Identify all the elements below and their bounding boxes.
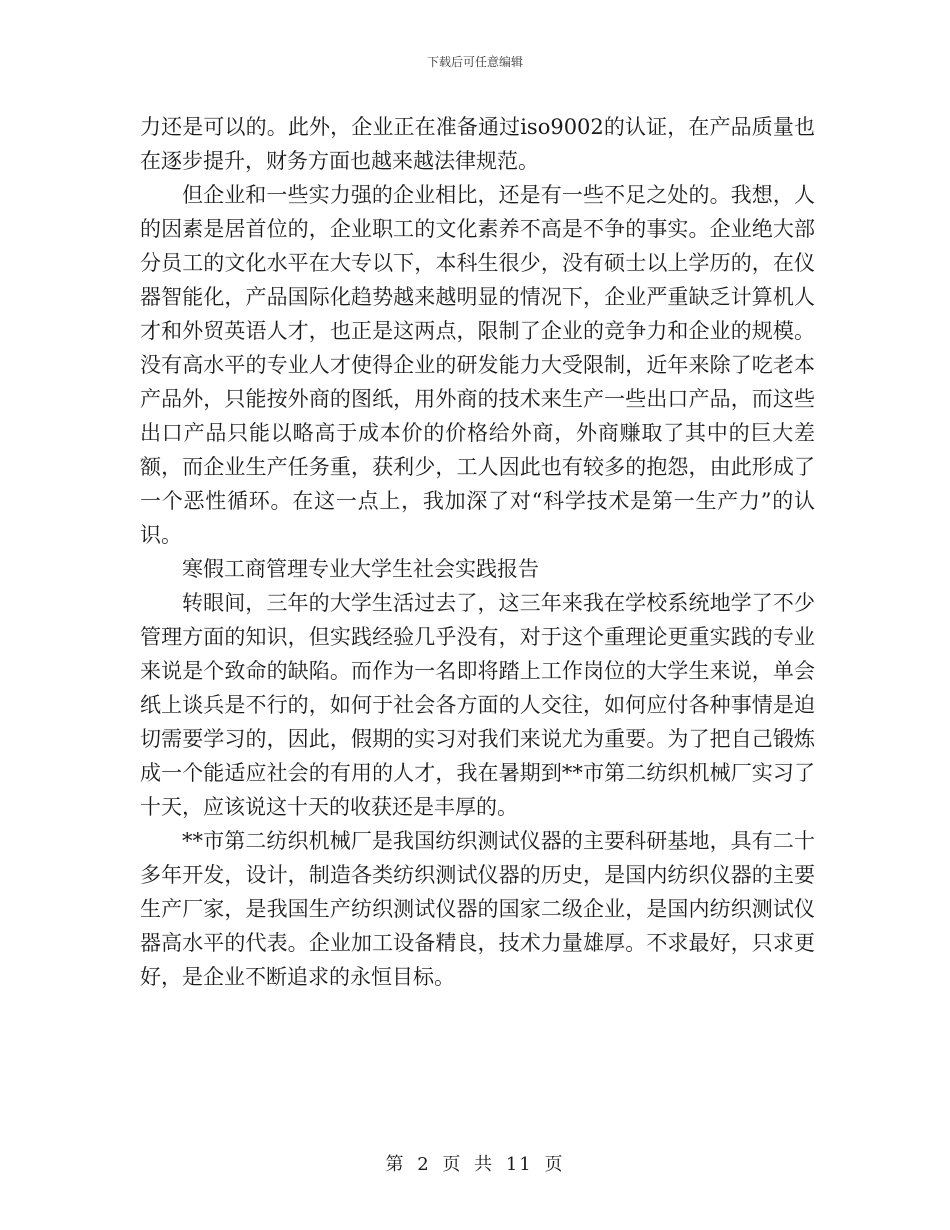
page-number-footer: 第 2 页 共 11 页 <box>385 1154 565 1175</box>
page-header-note: 下载后可任意编辑 <box>426 55 523 69</box>
section-title: 寒假工商管理专业大学生社会实践报告 <box>182 557 539 581</box>
paragraph-company-profile: **市第二纺织机械厂是我国纺织测试仪器的主要科研基地，具有二十多年开发，设计，制造各类纺织测试仪器的历史，是国内纺织仪器的主要生产厂家，是我国生产纺织测试仪器的国家二级企业，是国内纺织测试仪器高水平的代表。企业加工设备精良，技术力量雄厚。不求最好，只求更好，是企业不断追求的永恒目标。 <box>140 829 815 989</box>
paragraph-continuation: 力还是可以的。此外，企业正在准备通过iso9002的认证，在产品质量也在逐步提升，财务方面也越来越法律规范。 <box>140 115 815 173</box>
paragraph-introduction: 转眼间，三年的大学生活过去了，这三年来我在学校系统地学了不少管理方面的知识，但实践经验几乎没有，对于这个重理论更重实践的专业来说是个致命的缺陷。而作为一名即将踏上工作岗位的大学生来说，单会纸上谈兵是不行的，如何于社会各方面的人交往，如何应付各种事情是迫切需要学习的，因此，假期的实习对我们来说尤为重要。为了把自己锻炼成一个能适应社会的有用的人才，我在暑期到**市第二纺织机械厂实习了十天，应该说这十天的收获还是丰厚的。 <box>140 591 815 819</box>
paragraph-shortcomings: 但企业和一些实力强的企业相比，还是有一些不足之处的。我想，人的因素是居首位的，企业职工的文化素养不高是不争的事实。企业绝大部分员工的文化水平在大专以下，本科生很少，没有硕士以上学历的，在仪器智能化，产品国际化趋势越来越明显的情况下，企业严重缺乏计算机人才和外贸英语人才，也正是这两点，限制了企业的竞争力和企业的规模。没有高水平的专业人才使得企业的研发能力大受限制，近年来除了吃老本产品外，只能按外商的图纸，用外商的技术来生产一些出口产品，而这些出口产品只能以略高于成本价的价格给外商，外商赚取了其中的巨大差额，而企业生产任务重，获利少，工人因此也有较多的抱怨，由此形成了一个恶性循环。在这一点上，我加深了对“科学技术是第一生产力”的认识。 <box>140 183 815 547</box>
document-body <box>140 110 815 994</box>
